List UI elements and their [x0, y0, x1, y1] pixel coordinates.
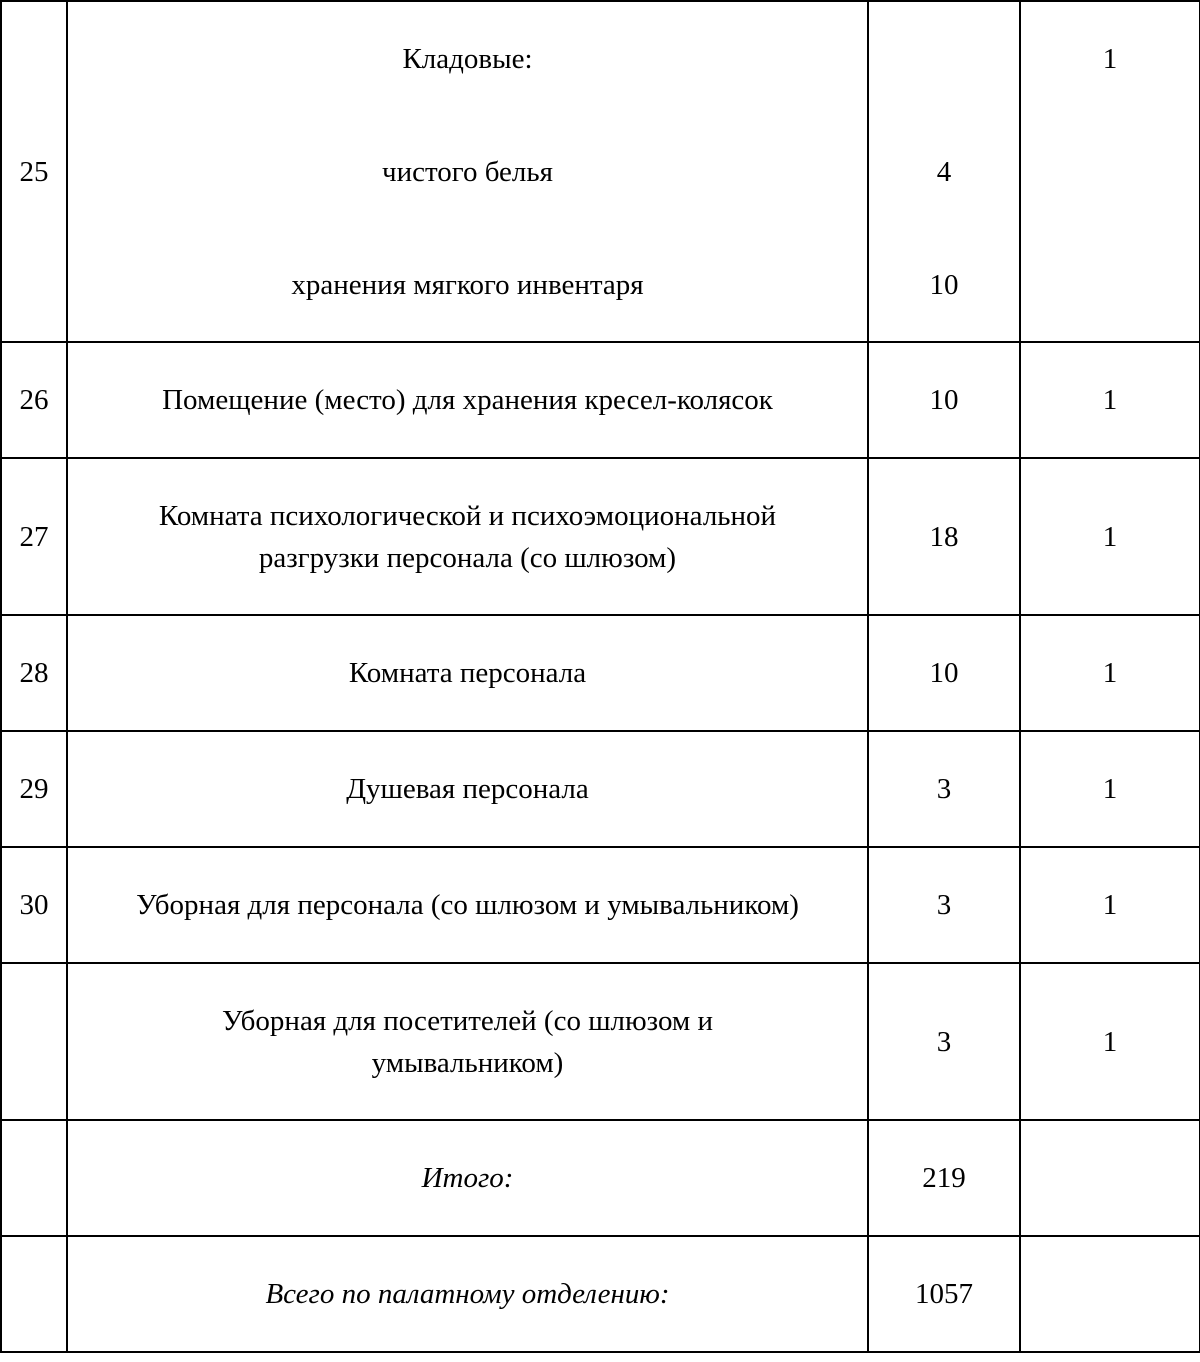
row-number-cell	[1, 1120, 67, 1236]
count-cell: 1	[1020, 963, 1200, 1120]
area-cell: 10	[868, 615, 1020, 731]
row-number-cell: 29	[1, 731, 67, 847]
table-row	[1, 615, 1200, 731]
room-name-cell: Душевая персонала	[67, 731, 868, 847]
count-cell: 1	[1020, 615, 1200, 731]
subtotal-row	[1, 1120, 1200, 1236]
area-cell: 10	[868, 228, 1020, 342]
table-row	[1, 228, 1200, 342]
total-row	[1, 1236, 1200, 1352]
count-cell	[1020, 115, 1200, 228]
area-cell: 3	[868, 847, 1020, 963]
room-name-line: Уборная для посетителей (со шлюзом и	[221, 1004, 714, 1037]
room-name-cell	[67, 963, 868, 1120]
row-number-cell	[1, 228, 67, 342]
row-number-cell: 25	[1, 115, 67, 228]
count-cell: 1	[1020, 847, 1200, 963]
row-number-cell: 28	[1, 615, 67, 731]
row-number-cell: 27	[1, 458, 67, 615]
room-name-cell: Кладовые:	[67, 1, 868, 115]
room-name-cell: хранения мягкого инвентаря	[67, 228, 868, 342]
table-row	[1, 963, 1200, 1120]
table-row	[1, 847, 1200, 963]
table-row	[1, 1, 1200, 115]
room-name-cell: Комната персонала	[67, 615, 868, 731]
table-row	[1, 731, 1200, 847]
row-number-cell: 26	[1, 342, 67, 458]
total-area: 1057	[868, 1236, 1020, 1352]
subtotal-label: Итого:	[67, 1120, 868, 1236]
row-number-cell	[1, 1, 67, 115]
subtotal-area: 219	[868, 1120, 1020, 1236]
table-row	[1, 342, 1200, 458]
area-cell	[868, 1, 1020, 115]
area-cell: 18	[868, 458, 1020, 615]
room-name-cell	[67, 458, 868, 615]
area-cell: 10	[868, 342, 1020, 458]
row-number-cell	[1, 963, 67, 1120]
count-cell: 1	[1020, 731, 1200, 847]
count-cell	[1020, 1236, 1200, 1352]
count-cell: 1	[1020, 342, 1200, 458]
room-name-cell: чистого белья	[67, 115, 868, 228]
table-row	[1, 458, 1200, 615]
room-name-line: умывальником)	[371, 1046, 564, 1079]
total-label: Всего по палатному отделению:	[67, 1236, 868, 1352]
table-row	[1, 115, 1200, 228]
row-number-cell	[1, 1236, 67, 1352]
area-cell: 4	[868, 115, 1020, 228]
room-name-cell: Уборная для персонала (со шлюзом и умывальником)	[67, 847, 868, 963]
count-cell: 1	[1020, 1, 1200, 115]
area-cell: 3	[868, 963, 1020, 1120]
count-cell	[1020, 228, 1200, 342]
room-name-line: Комната психологической и психоэмоциональной	[158, 499, 777, 532]
row-number-cell: 30	[1, 847, 67, 963]
room-name-line: разгрузки персонала (со шлюзом)	[258, 541, 677, 574]
room-name-cell: Помещение (место) для хранения кресел-колясок	[67, 342, 868, 458]
count-cell: 1	[1020, 458, 1200, 615]
count-cell	[1020, 1120, 1200, 1236]
area-cell: 3	[868, 731, 1020, 847]
